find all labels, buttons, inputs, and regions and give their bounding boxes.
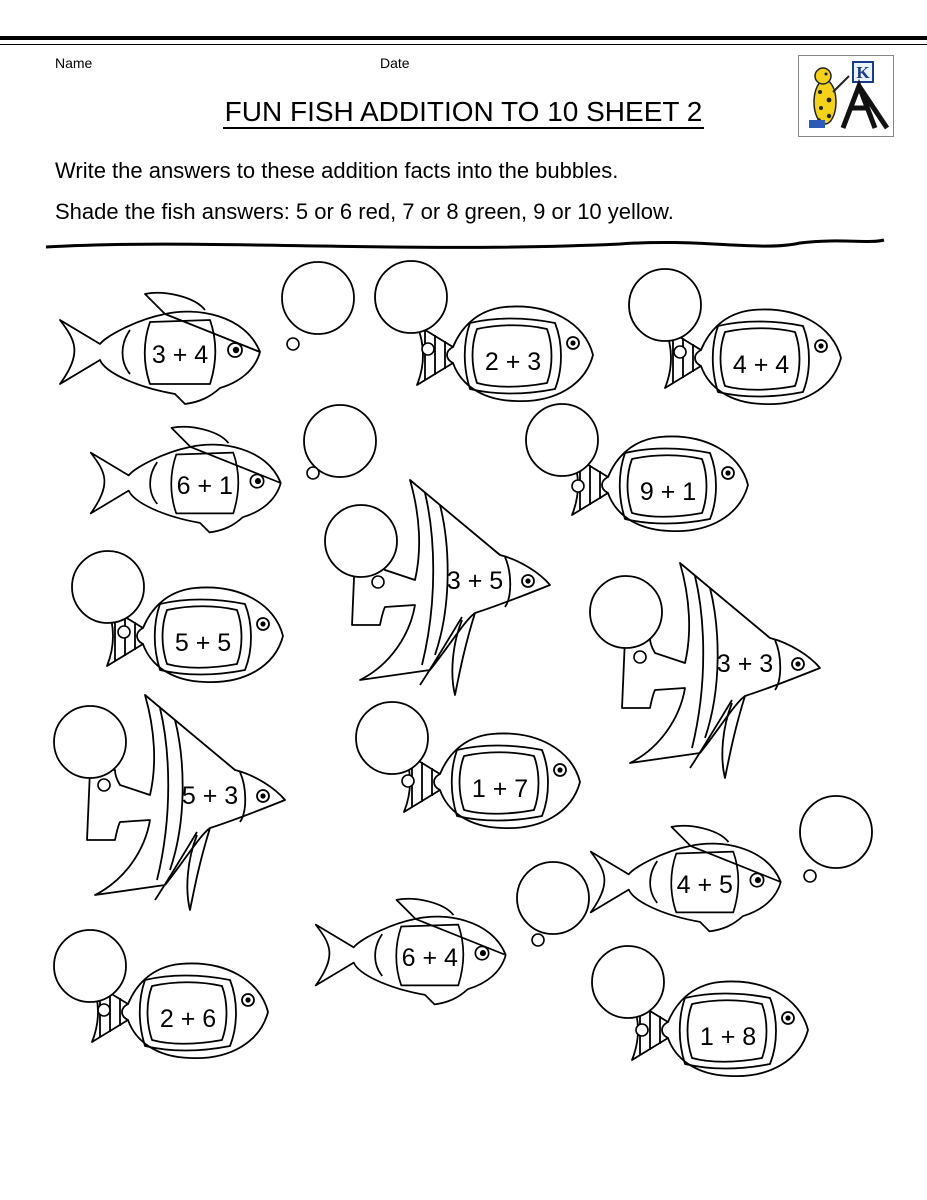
answer-bubble[interactable]	[526, 404, 598, 476]
answer-bubble[interactable]	[800, 796, 872, 868]
small-bubble	[804, 870, 816, 882]
answer-bubble[interactable]	[517, 862, 589, 934]
answer-bubble[interactable]	[304, 405, 376, 477]
small-bubble	[636, 1024, 648, 1036]
answer-bubble[interactable]	[54, 930, 126, 1002]
fish-round	[417, 306, 593, 401]
answer-bubble[interactable]	[325, 505, 397, 577]
small-bubble	[118, 626, 130, 638]
fish-goldfish	[60, 293, 260, 404]
small-bubble	[634, 651, 646, 663]
answer-bubble[interactable]	[375, 261, 447, 333]
addition-equation: 5 + 3	[181, 782, 239, 810]
small-bubble	[287, 338, 299, 350]
small-bubble	[307, 467, 319, 479]
small-bubble	[372, 576, 384, 588]
addition-equation: 3 + 4	[151, 341, 209, 369]
addition-equation: 3 + 5	[446, 567, 504, 595]
instruction-line-1: Write the answers to these addition facts into the bubbles.	[55, 158, 619, 183]
small-bubble	[532, 934, 544, 946]
small-bubble	[422, 343, 434, 355]
addition-equation: 6 + 4	[401, 943, 458, 972]
answer-bubble[interactable]	[629, 269, 701, 341]
addition-equation: 1 + 8	[699, 1023, 757, 1051]
date-label: Date	[380, 55, 410, 71]
water-surface-line	[46, 240, 884, 247]
answer-bubble[interactable]	[282, 262, 354, 334]
addition-equation: 9 + 1	[639, 478, 697, 506]
instruction-line-2: Shade the fish answers: 5 or 6 red, 7 or 8 green, 9 or 10 yellow.	[55, 199, 674, 224]
addition-equation: 4 + 4	[732, 351, 790, 379]
fish-goldfish	[316, 899, 506, 1005]
addition-equation: 5 + 5	[174, 629, 232, 657]
answer-bubble[interactable]	[592, 946, 664, 1018]
answer-bubble[interactable]	[72, 551, 144, 623]
addition-equation: 2 + 6	[159, 1005, 217, 1033]
answer-bubble[interactable]	[356, 702, 428, 774]
fish-round	[404, 733, 580, 828]
worksheet-title: FUN FISH ADDITION TO 10 SHEET 2	[224, 96, 703, 127]
small-bubble	[98, 1004, 110, 1016]
addition-equation: 6 + 1	[176, 471, 233, 500]
fish-goldfish	[591, 826, 781, 932]
addition-equation: 2 + 3	[484, 348, 542, 376]
name-label: Name	[55, 55, 93, 71]
addition-equation: 4 + 5	[676, 870, 733, 899]
fish-round	[572, 436, 748, 531]
small-bubble	[572, 480, 584, 492]
small-bubble	[674, 346, 686, 358]
answer-bubble[interactable]	[590, 576, 662, 648]
logo-letter: K	[856, 63, 870, 82]
small-bubble	[98, 779, 110, 791]
addition-equation: 1 + 7	[471, 775, 529, 803]
answer-bubble[interactable]	[54, 706, 126, 778]
addition-equation: 3 + 3	[716, 650, 774, 678]
small-bubble	[402, 775, 414, 787]
fish-goldfish	[91, 427, 281, 533]
